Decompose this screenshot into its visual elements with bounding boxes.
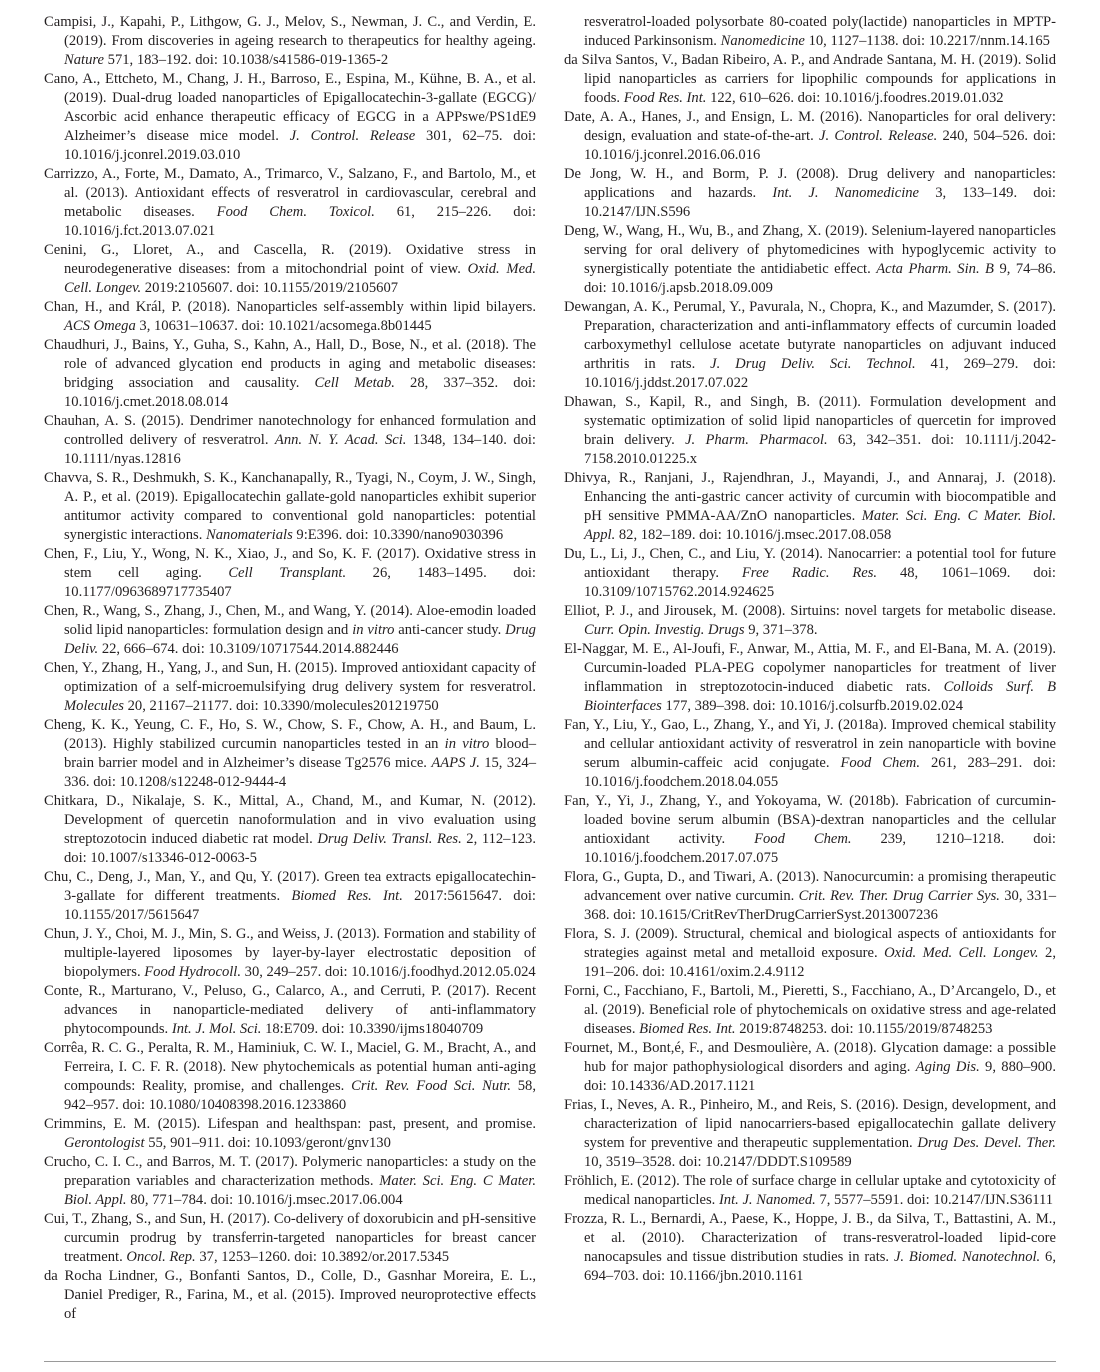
reference-journal: Gerontologist [64, 1135, 145, 1151]
reference-entry [44, 868, 536, 925]
reference-text: 30, 331–368. doi: 10.1615/CritRevTherDrugCarrierSyst.2013007236 [584, 888, 1056, 923]
reference-text: Chen, F., Liu, Y., Wong, N. K., Xiao, J., and So, K. F. (2017). Oxidative stress in stem cell aging. [44, 546, 536, 581]
reference-text: 10, 3519–3528. doi: 10.2147/DDDT.S109589 [584, 1154, 852, 1170]
reference-entry [44, 165, 536, 241]
reference-text: Cano, A., Ettcheto, M., Chang, J. H., Barroso, E., Espina, M., Kühne, B. A., et al. (2019). Dual-drug loaded nanoparticles of Epigallocatechin-3-gallate (EGCG)/ Ascorbic acid enhance therapeutic efficacy of EGCG in a APPswe/PS1dE9 Alzheimer’s disease mice model. [44, 71, 536, 144]
reference-journal: Food Chem. [840, 755, 920, 771]
reference-text: Dhivya, R., Ranjani, J., Rajendhran, J., Mayandi, J., and Annaraj, J. (2018). Enhancing the anti-gastric cancer activity of curcumin with biocompatible and pH sensitive PMMA-AA/ZnO nanoparticles. [564, 470, 1056, 524]
reference-entry [564, 868, 1056, 925]
reference-text: Chaudhuri, J., Bains, Y., Guha, S., Kahn, A., Hall, D., Bose, N., et al. (2018). The role of advanced glycation end products in aging and metabolic diseases: bridging association and causality. [44, 337, 536, 391]
reference-text: 261, 283–291. doi: 10.1016/j.foodchem.2018.04.055 [584, 755, 1056, 790]
reference-journal: Drug Des. Devel. Ther. [917, 1135, 1056, 1151]
reference-text: 2019:8748253. doi: 10.1155/2019/8748253 [735, 1021, 993, 1037]
reference-entry [44, 982, 536, 1039]
reference-entry [44, 659, 536, 716]
reference-entry [564, 1172, 1056, 1210]
reference-continuation [564, 13, 1056, 51]
reference-text: Fan, Y., Yi, J., Zhang, Y., and Yokoyama, W. (2018b). Fabrication of curcumin-loaded bovine serum albumin (BSA)-dextran nanoparticles and the cellular antioxidant activity. [564, 793, 1056, 847]
reference-entry [44, 602, 536, 659]
reference-journal: Oncol. Rep. [126, 1249, 196, 1265]
reference-entry [44, 1039, 536, 1115]
reference-text: 30, 249–257. doi: 10.1016/j.foodhyd.2012.05.024 [241, 964, 536, 980]
reference-journal: in vitro [352, 622, 395, 638]
reference-journal: Food Res. Int. [623, 90, 707, 106]
reference-entry [44, 469, 536, 545]
reference-text: Fan, Y., Liu, Y., Gao, L., Zhang, Y., and Yi, J. (2018a). Improved chemical stability and cellular antioxidant activity of resveratrol in zein nanoparticle with bovine serum albumin-caffeic acid conjugate. [564, 717, 1056, 771]
reference-text: Flora, S. J. (2009). Structural, chemical and biological aspects of antioxidants for strategies against metal and metalloid exposure. [564, 926, 1056, 961]
reference-journal: Nanomaterials [206, 527, 293, 543]
reference-entry [44, 298, 536, 336]
reference-entry [44, 792, 536, 868]
reference-text: 6, 694–703. doi: 10.1166/jbn.2010.1161 [584, 1249, 1056, 1284]
reference-journal: J. Control. Release [289, 128, 416, 144]
reference-entry [564, 51, 1056, 108]
reference-entry [564, 393, 1056, 469]
reference-journal: Food Chem. [754, 831, 852, 847]
reference-text: 20, 21167–21177. doi: 10.3390/molecules201219750 [123, 698, 439, 714]
reference-text: da Rocha Lindner, G., Bonfanti Santos, D., Colle, D., Gasnhar Moreira, E. L., Daniel Prediger, R., Farina, M., et al. (2015). Improved neuroprotective effects of [44, 1268, 536, 1322]
reference-text: 41, 269–279. doi: 10.1016/j.jddst.2017.07.022 [584, 356, 1056, 391]
reference-journal: AAPS J. [431, 755, 480, 771]
reference-journal: Oxid. Med. Cell. Longev. [64, 261, 536, 296]
reference-entry [564, 716, 1056, 792]
reference-entry [564, 545, 1056, 602]
reference-text: Campisi, J., Kapahi, P., Lithgow, G. J., Melov, S., Newman, J. C., and Verdin, E. (2019). From discoveries in ageing research to therapeutics for healthy ageing. [44, 14, 536, 49]
reference-text: Date, A. A., Hanes, J., and Ensign, L. M. (2016). Nanoparticles for oral delivery: design, evaluation and state-of-the-art. [564, 109, 1056, 144]
reference-journal: Cell Transplant. [228, 565, 347, 581]
reference-journal: J. Control. Release. [819, 128, 938, 144]
reference-text: 37, 1253–1260. doi: 10.3892/or.2017.5345 [195, 1249, 450, 1265]
reference-text: Chu, C., Deng, J., Man, Y., and Qu, Y. (2017). Green tea extracts epigallocatechin-3-gallate for different treatments. [44, 869, 536, 904]
references-right-column [564, 13, 1056, 1286]
reference-entry [44, 1115, 536, 1153]
reference-journal: Biomed Res. Int. [291, 888, 403, 904]
reference-text: 7, 5577–5591. doi: 10.2147/IJN.S36111 [815, 1192, 1054, 1208]
reference-entry [564, 1039, 1056, 1096]
reference-entry [44, 13, 536, 70]
reference-text: Crucho, C. I. C., and Barros, M. T. (2017). Polymeric nanoparticles: a study on the preparation variables and characterization methods. [44, 1154, 536, 1189]
reference-text: anti-cancer study. [394, 622, 506, 638]
reference-journal: in vitro [444, 736, 490, 752]
reference-text: 15, 324–336. doi: 10.1208/s12248-012-9444-4 [64, 755, 536, 790]
reference-entry [564, 925, 1056, 982]
reference-journal: Int. J. Mol. Sci. [171, 1021, 262, 1037]
reference-text: El-Naggar, M. E., Al-Joufi, F., Anwar, M., Attia, M. F., and El-Bana, M. A. (2019). Curcumin-loaded PLA-PEG copolymer nanoparticles for treatment of liver inflammation in streptozotocin-induced diabetic rats. [564, 641, 1056, 695]
reference-text: Carrizzo, A., Forte, M., Damato, A., Trimarco, V., Salzano, F., and Bartolo, M., et al. (2013). Antioxidant effects of resveratrol in cardiovascular, cerebral and metabolic diseases. [44, 166, 536, 220]
reference-text: 2, 112–123. doi: 10.1007/s13346-012-0063-5 [64, 831, 536, 866]
reference-text: 177, 389–398. doi: 10.1016/j.colsurfb.2019.02.024 [661, 698, 964, 714]
reference-text: 22, 666–674. doi: 10.3109/10717544.2014.882446 [98, 641, 399, 657]
reference-entry [564, 298, 1056, 393]
reference-text: da Silva Santos, V., Badan Ribeiro, A. P., and Andrade Santana, M. H. (2019). Solid lipid nanoparticles as carriers for lipophilic compounds for applications in foods. [564, 52, 1056, 106]
reference-text: Chan, H., and Král, P. (2018). Nanoparticles self-assembly within lipid bilayers. [44, 299, 536, 315]
reference-journal: Food Hydrocoll. [144, 964, 241, 980]
reference-entry [564, 469, 1056, 545]
reference-journal: Int. J. Nanomedicine [772, 185, 920, 201]
reference-entry [44, 412, 536, 469]
reference-entry [564, 640, 1056, 716]
reference-journal: Free Radic. Res. [741, 565, 878, 581]
reference-journal: Drug Deliv. [64, 622, 536, 657]
reference-text: 48, 1061–1069. doi: 10.3109/10715762.2014.924625 [584, 565, 1056, 600]
reference-entry [44, 716, 536, 792]
reference-text: blood–brain barrier model and in Alzheimer’s disease Tg2576 mice. [64, 736, 536, 771]
reference-text: Chen, R., Wang, S., Zhang, J., Chen, M., and Wang, Y. (2014). Aloe-emodin loaded solid lipid nanoparticles: formulation design and [44, 603, 536, 638]
reference-journal: ACS Omega [64, 318, 136, 334]
reference-text: 9, 371–378. [744, 622, 818, 638]
reference-text: Du, L., Li, J., Chen, C., and Liu, Y. (2014). Nanocarrier: a potential tool for future antioxidant therapy. [564, 546, 1056, 581]
reference-text: Conte, R., Marturano, V., Peluso, G., Calarco, A., and Cerruti, P. (2017). Recent advances in nanoparticle-mediated delivery of anti-inflammatory phytocompounds. [44, 983, 536, 1037]
reference-text: Chauhan, A. S. (2015). Dendrimer nanotechnology for enhanced formulation and controlled delivery of resveratrol. [44, 413, 536, 448]
reference-text: Frias, I., Neves, A. R., Pinheiro, M., and Reis, S. (2016). Design, development, and characterization of lipid nanocarriers-based epigallocatechin gallate delivery system for preventive and therapeutic supplementation. [564, 1097, 1056, 1151]
reference-journal: Acta Pharm. Sin. B [876, 261, 994, 277]
reference-text: 82, 182–189. doi: 10.1016/j.msec.2017.08.058 [615, 527, 892, 543]
reference-journal: Curr. Opin. Investig. Drugs [584, 622, 745, 638]
reference-text: 58, 942–957. doi: 10.1080/10408398.2016.1233860 [64, 1078, 536, 1113]
reference-text: 28, 337–352. doi: 10.1016/j.cmet.2018.08.014 [64, 375, 536, 410]
reference-entry [44, 925, 536, 982]
reference-journal: Molecules [64, 698, 124, 714]
reference-text: 63, 342–351. doi: 10.1111/j.2042-7158.2010.01225.x [584, 432, 1056, 467]
reference-text: 571, 183–192. doi: 10.1038/s41586-019-1365-2 [104, 52, 389, 68]
reference-journal: Oxid. Med. Cell. Longev. [884, 945, 1039, 961]
reference-journal: Crit. Rev. Ther. Drug Carrier Sys. [798, 888, 1000, 904]
reference-text: 61, 215–226. doi: 10.1016/j.fct.2013.07.021 [64, 204, 536, 239]
reference-text: 3, 10631–10637. doi: 10.1021/acsomega.8b01445 [135, 318, 432, 334]
reference-journal: Aging Dis. [915, 1059, 980, 1075]
reference-entry [564, 982, 1056, 1039]
reference-text: 301, 62–75. doi: 10.1016/j.jconrel.2019.03.010 [64, 128, 537, 163]
reference-journal: J. Biomed. Nanotechnol. [893, 1249, 1041, 1265]
reference-entry [44, 241, 536, 298]
reference-journal: J. Drug Deliv. Sci. Technol. [710, 356, 916, 372]
reference-journal: Drug Deliv. Transl. Res. [317, 831, 462, 847]
reference-journal: Mater. Sci. Eng. C Mater. Biol. Appl. [584, 508, 1056, 543]
reference-entry [564, 1210, 1056, 1286]
reference-text: 10, 1127–1138. doi: 10.2217/nnm.14.165 [804, 33, 1050, 49]
reference-text: 239, 1210–1218. doi: 10.1016/j.foodchem.2017.07.075 [584, 831, 1056, 866]
reference-entry [44, 70, 536, 165]
reference-text: 2, 191–206. doi: 10.4161/oxim.2.4.9112 [584, 945, 1056, 980]
reference-text: Cui, T., Zhang, S., and Sun, H. (2017). Co-delivery of doxorubicin and pH-sensitive curcumin prodrug by transferrin-targeted nanoparticles for breast cancer treatment. [44, 1211, 536, 1265]
reference-entry [44, 545, 536, 602]
reference-text: Crimmins, E. M. (2015). Lifespan and healthspan: past, present, and promise. [44, 1116, 536, 1132]
reference-text: 9:E396. doi: 10.3390/nano9030396 [292, 527, 504, 543]
reference-journal: Int. J. Nanomed. [718, 1192, 816, 1208]
reference-text: 9, 74–86. doi: 10.1016/j.apsb.2018.09.009 [584, 261, 1057, 296]
reference-text: Deng, W., Wang, H., Wu, B., and Zhang, X. (2019). Selenium-layered nanoparticles serving for oral delivery of phytomedicines with hypoglycemic activity to synergistically potentiate the antidiabetic effect. [564, 223, 1056, 277]
reference-text: Dewangan, A. K., Perumal, Y., Pavurala, N., Chopra, K., and Mazumder, S. (2017). Preparation, characterization and anti-inflammatory effects of curcumin loaded carboxymethyl cellulose acetate butyrate nanoparticles on adjuvant induced arthritis in rats. [564, 299, 1056, 372]
reference-journal: Cell Metab. [314, 375, 395, 391]
reference-journal: Biomed Res. Int. [639, 1021, 736, 1037]
reference-text: Corrêa, R. C. G., Peralta, R. M., Haminiuk, C. W. I., Maciel, G. M., Bracht, A., and Ferreira, I. C. F. R. (2018). New phytochemicals as potential human anti-aging compounds: Reality, promise, and challenges. [44, 1040, 536, 1094]
reference-journal: Crit. Rev. Food Sci. Nutr. [351, 1078, 511, 1094]
reference-text: Chen, Y., Zhang, H., Yang, J., and Sun, H. (2015). Improved antioxidant capacity of optimization of a self-microemulsifying drug delivery system for resveratrol. [44, 660, 536, 695]
reference-journal: Nature [64, 52, 104, 68]
reference-entry [564, 792, 1056, 868]
reference-journal: Colloids Surf. B Biointerfaces [584, 679, 1056, 714]
reference-entry [44, 1153, 536, 1210]
reference-entry [564, 108, 1056, 165]
reference-journal: Nanomedicine [720, 33, 805, 49]
reference-text: Chun, J. Y., Choi, M. J., Min, S. G., and Weiss, J. (2013). Formation and stability of multiple-layered liposomes by layer-by-layer electrostatic deposition of biopolymers. [44, 926, 536, 980]
reference-text: Frozza, R. L., Bernardi, A., Paese, K., Hoppe, J. B., da Silva, T., Battastini, A. M., et al. (2010). Characterization of trans-resveratrol-loaded lipid-core nanocapsules and tissue distribution studies in rats. [564, 1211, 1056, 1265]
reference-text: Cheng, K. K., Yeung, C. F., Ho, S. W., Chow, S. F., Chow, A. H., and Baum, L. (2013). Highly stabilized curcumin nanoparticles tested in an [44, 717, 536, 752]
reference-text: resveratrol-loaded polysorbate 80-coated poly(lactide) nanoparticles in MPTP-induced Parkinsonism. [584, 14, 1056, 49]
reference-text: Cenini, G., Lloret, A., and Cascella, R. (2019). Oxidative stress in neurodegenerative diseases: from a mitochondrial point of view. [44, 242, 536, 277]
reference-entry [564, 602, 1056, 640]
references-left-column [44, 13, 536, 1324]
reference-text: 26, 1483–1495. doi: 10.1177/0963689717735407 [64, 565, 536, 600]
reference-text: Fröhlich, E. (2012). The role of surface charge in cellular uptake and cytotoxicity of medical nanoparticles. [564, 1173, 1056, 1208]
reference-text: 18:E709. doi: 10.3390/ijms18040709 [261, 1021, 484, 1037]
reference-text: Dhawan, S., Kapil, R., and Singh, B. (2011). Formulation development and systematic optimization of solid lipid nanoparticles of quercetin for improved brain delivery. [564, 394, 1056, 448]
reference-text: Fournet, M., Bont,é, F., and Desmoulière, A. (2018). Glycation damage: a possible hub for major pathophysiological disorders and aging. [564, 1040, 1056, 1075]
reference-text: 2019:2105607. doi: 10.1155/2019/2105607 [141, 280, 399, 296]
reference-text: Forni, C., Facchiano, F., Bartoli, M., Pieretti, S., Facchiano, A., D’Arcangelo, D., et al. (2019). Beneficial role of phytochemicals on oxidative stress and age-related diseases. [564, 983, 1056, 1037]
reference-text: Flora, G., Gupta, D., and Tiwari, A. (2013). Nanocurcumin: a promising therapeutic advancement over native curcumin. [564, 869, 1056, 904]
reference-text: 1348, 134–140. doi: 10.1111/nyas.12816 [64, 432, 536, 467]
reference-entry [564, 1096, 1056, 1172]
reference-text: 2017:5615647. doi: 10.1155/2017/5615647 [64, 888, 536, 923]
reference-journal: J. Pharm. Pharmacol. [685, 432, 828, 448]
reference-text: Chitkara, D., Nikalaje, S. K., Mittal, A., Chand, M., and Kumar, N. (2012). Development of quercetin nanoformulation and in vivo evaluation using streptozotocin induced diabetic rat model. [44, 793, 536, 847]
reference-text: Chavva, S. R., Deshmukh, S. K., Kanchanapally, R., Tyagi, N., Coym, J. W., Singh, A. P., et al. (2019). Epigallocatechin gallate-gold nanoparticles exhibit superior antitumor activity compared to conventional gold nanoparticles: potential synergistic interactions. [44, 470, 536, 543]
footer-rule [44, 1361, 1056, 1362]
reference-text: 122, 610–626. doi: 10.1016/j.foodres.2019.01.032 [706, 90, 1004, 106]
reference-journal: Ann. N. Y. Acad. Sci. [274, 432, 407, 448]
reference-text: 3, 133–149. doi: 10.2147/IJN.S596 [584, 185, 1056, 220]
reference-text: Elliot, P. J., and Jirousek, M. (2008). Sirtuins: novel targets for metabolic disease. [564, 603, 1056, 619]
reference-entry [44, 1210, 536, 1267]
reference-journal: Mater. Sci. Eng. C Mater. Biol. Appl. [64, 1173, 536, 1208]
reference-text: 80, 771–784. doi: 10.1016/j.msec.2017.06.004 [126, 1192, 403, 1208]
reference-text: 55, 901–911. doi: 10.1093/geront/gnv130 [144, 1135, 391, 1151]
reference-journal: Food Chem. Toxicol. [216, 204, 375, 220]
reference-entry [44, 1267, 536, 1324]
reference-text: De Jong, W. H., and Borm, P. J. (2008). Drug delivery and nanoparticles: applications and hazards. [564, 166, 1056, 201]
reference-entry [564, 165, 1056, 222]
reference-text: 9, 880–900. doi: 10.14336/AD.2017.1121 [584, 1059, 1056, 1094]
reference-entry [564, 222, 1056, 298]
reference-text: 240, 504–526. doi: 10.1016/j.jconrel.2016.06.016 [584, 128, 1056, 163]
reference-entry [44, 336, 536, 412]
